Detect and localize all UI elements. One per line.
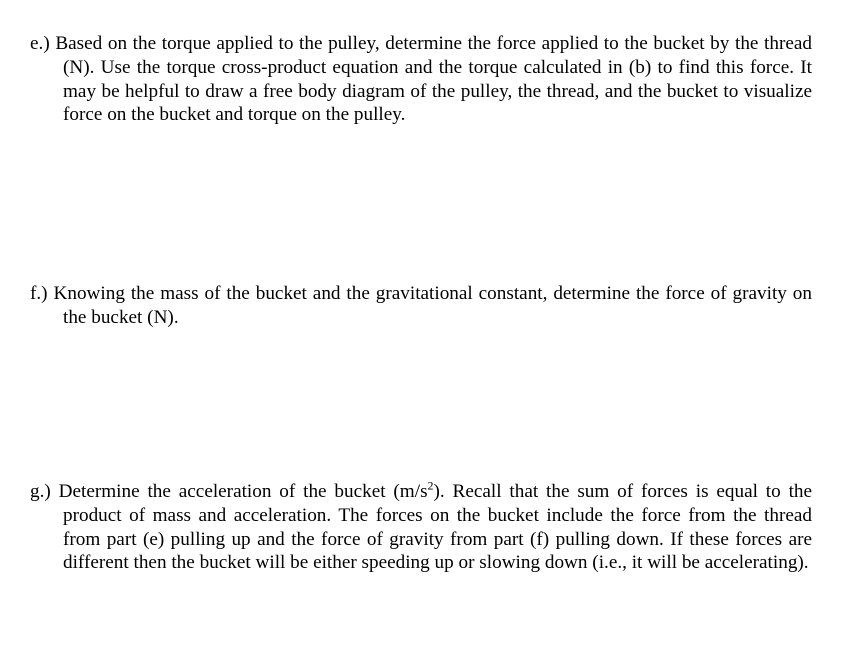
question-text: Knowing the mass of the bucket and the gravitational constant, determine the force of gravity on the bucket (N). [53, 283, 812, 328]
question-e [30, 32, 812, 127]
question-label: g.) [30, 481, 59, 502]
superscript: 2 [427, 478, 434, 493]
question-text-start: Determine the acceleration of the bucket (m/s [58, 481, 428, 502]
question-g [30, 480, 812, 575]
question-text-end: ). Recall that the sum of forces is equal to the product of mass and acceleration. The forces on the bucket include the force from the thread from part (e) pulling up and the force of gravity from part (f) pulling down. If these forces are different then the bucket will be either speeding up or slowing down (i.e., it will be accelerating). [63, 481, 813, 574]
question-label: f.) [30, 283, 54, 304]
question-label: e.) [30, 33, 56, 54]
question-f [30, 282, 812, 330]
question-text: Based on the torque applied to the pulley, determine the force applied to the bucket by the thread (N). Use the torque cross-product equation and the torque calculated in (b) to find this force. It may be helpful to draw a free body diagram of the pulley, the thread, and the bucket to visualize force on the bucket and torque on the pulley. [55, 33, 813, 126]
